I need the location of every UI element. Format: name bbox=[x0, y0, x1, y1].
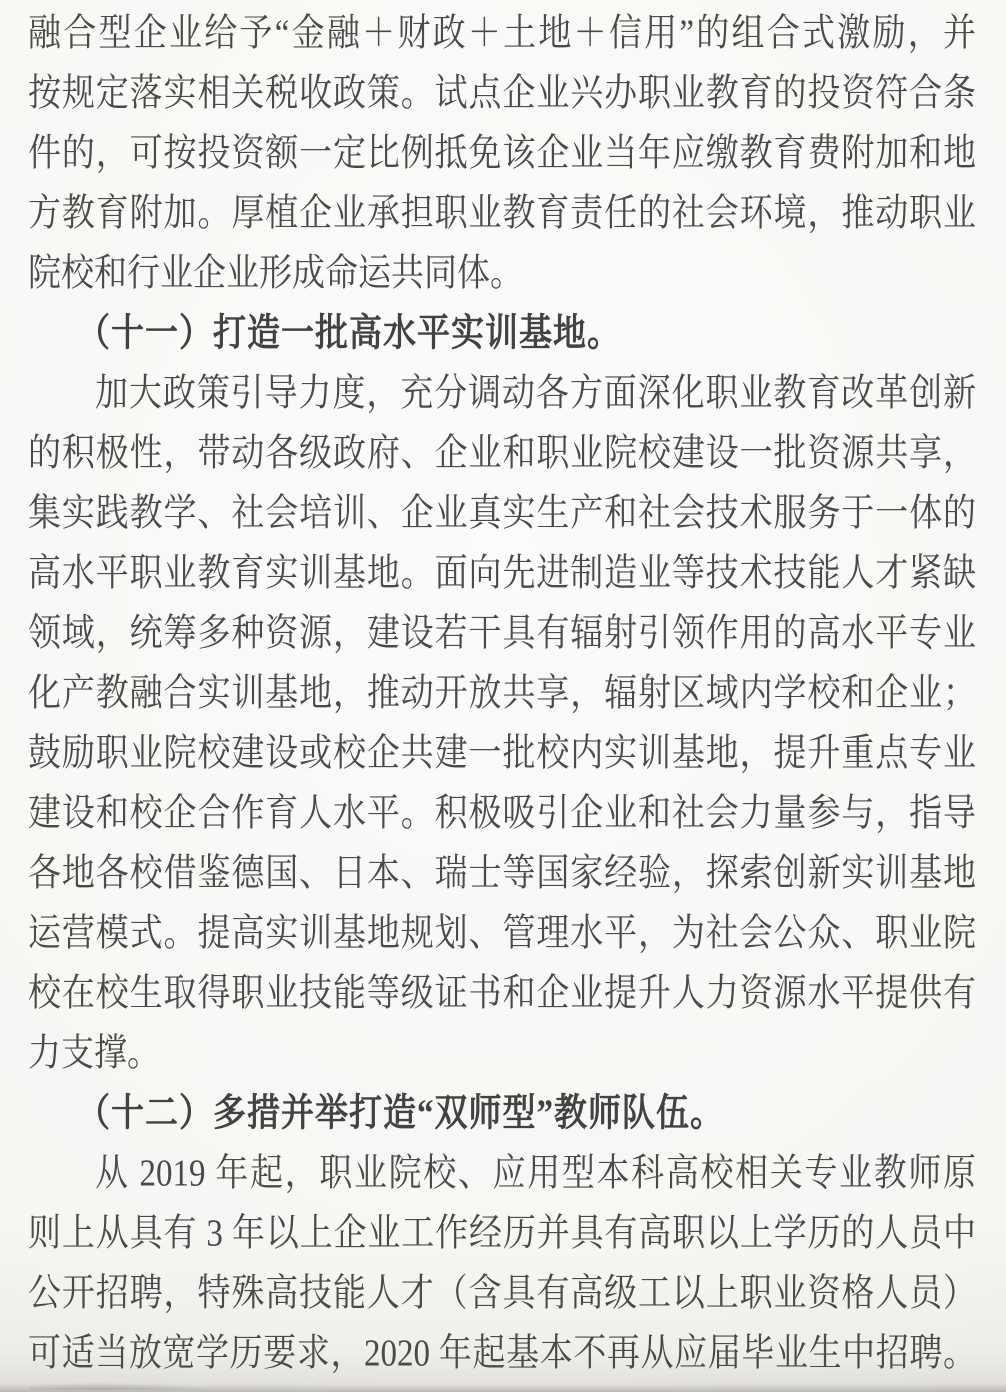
text-line: 从 2019 年起，职业院校、应用型本科高校相关专业教师原 bbox=[95, 1153, 976, 1195]
text-line: 按规定落实相关税收政策。试点企业兴办职业教育的投资符合条 bbox=[28, 73, 976, 115]
paragraph-11-body bbox=[28, 364, 976, 1084]
section-heading-11 bbox=[28, 304, 976, 364]
text-line: 建设和校企合作育人水平。积极吸引企业和社会力量参与，指导 bbox=[28, 793, 976, 835]
text-line: 高水平职业教育实训基地。面向先进制造业等技术技能人才紧缺 bbox=[28, 553, 976, 595]
paragraph-continuation bbox=[28, 4, 976, 304]
text-line: 鼓励职业院校建设或校企共建一批校内实训基地，提升重点专业 bbox=[28, 733, 976, 775]
text-line: 集实践教学、社会培训、企业真实生产和社会技术服务于一体的 bbox=[28, 493, 976, 535]
text-line: 领域，统筹多种资源，建设若干具有辐射引领作用的高水平专业 bbox=[28, 613, 976, 655]
text-line: 融合型企业给予“金融＋财政＋土地＋信用”的组合式激励，并 bbox=[28, 13, 976, 55]
paragraph-12-body bbox=[28, 1144, 976, 1384]
text-line: 校在校生取得职业技能等级证书和企业提升人力资源水平提供有 bbox=[28, 973, 976, 1015]
text-line: 各地各校借鉴德国、日本、瑞士等国家经验，探索创新实训基地 bbox=[28, 853, 976, 895]
text-line: 的积极性，带动各级政府、企业和职业院校建设一批资源共享， bbox=[28, 433, 976, 475]
text-line: 件的，可按投资额一定比例抵免该企业当年应缴教育费附加和地 bbox=[28, 133, 976, 175]
text-line: 则上从具有 3 年以上企业工作经历并具有高职以上学历的人员中 bbox=[28, 1213, 976, 1255]
section-heading-text: （十一）打造一批高水平实训基地。 bbox=[77, 313, 621, 355]
text-line: 院校和行业企业形成命运共同体。 bbox=[28, 253, 523, 295]
text-line: 运营模式。提高实训基地规划、管理水平，为社会公众、职业院 bbox=[28, 913, 976, 955]
text-line: 方教育附加。厚植企业承担职业教育责任的社会环境，推动职业 bbox=[28, 193, 976, 235]
text-line: 公开招聘，特殊高技能人才（含具有高级工以上职业资格人员） bbox=[28, 1273, 976, 1315]
text-line: 化产教融合实训基地，推动开放共享，辐射区域内学校和企业； bbox=[28, 673, 976, 715]
text-line: 可适当放宽学历要求，2020 年起基本不再从应届毕业生中招聘。 bbox=[28, 1333, 976, 1375]
text-line: 加大政策引导力度，充分调动各方面深化职业教育改革创新 bbox=[95, 373, 976, 415]
section-heading-12 bbox=[28, 1084, 976, 1144]
section-heading-text: （十二）多措并举打造“双师型”教师队伍。 bbox=[77, 1093, 724, 1135]
text-line: 力支撑。 bbox=[28, 1033, 160, 1075]
